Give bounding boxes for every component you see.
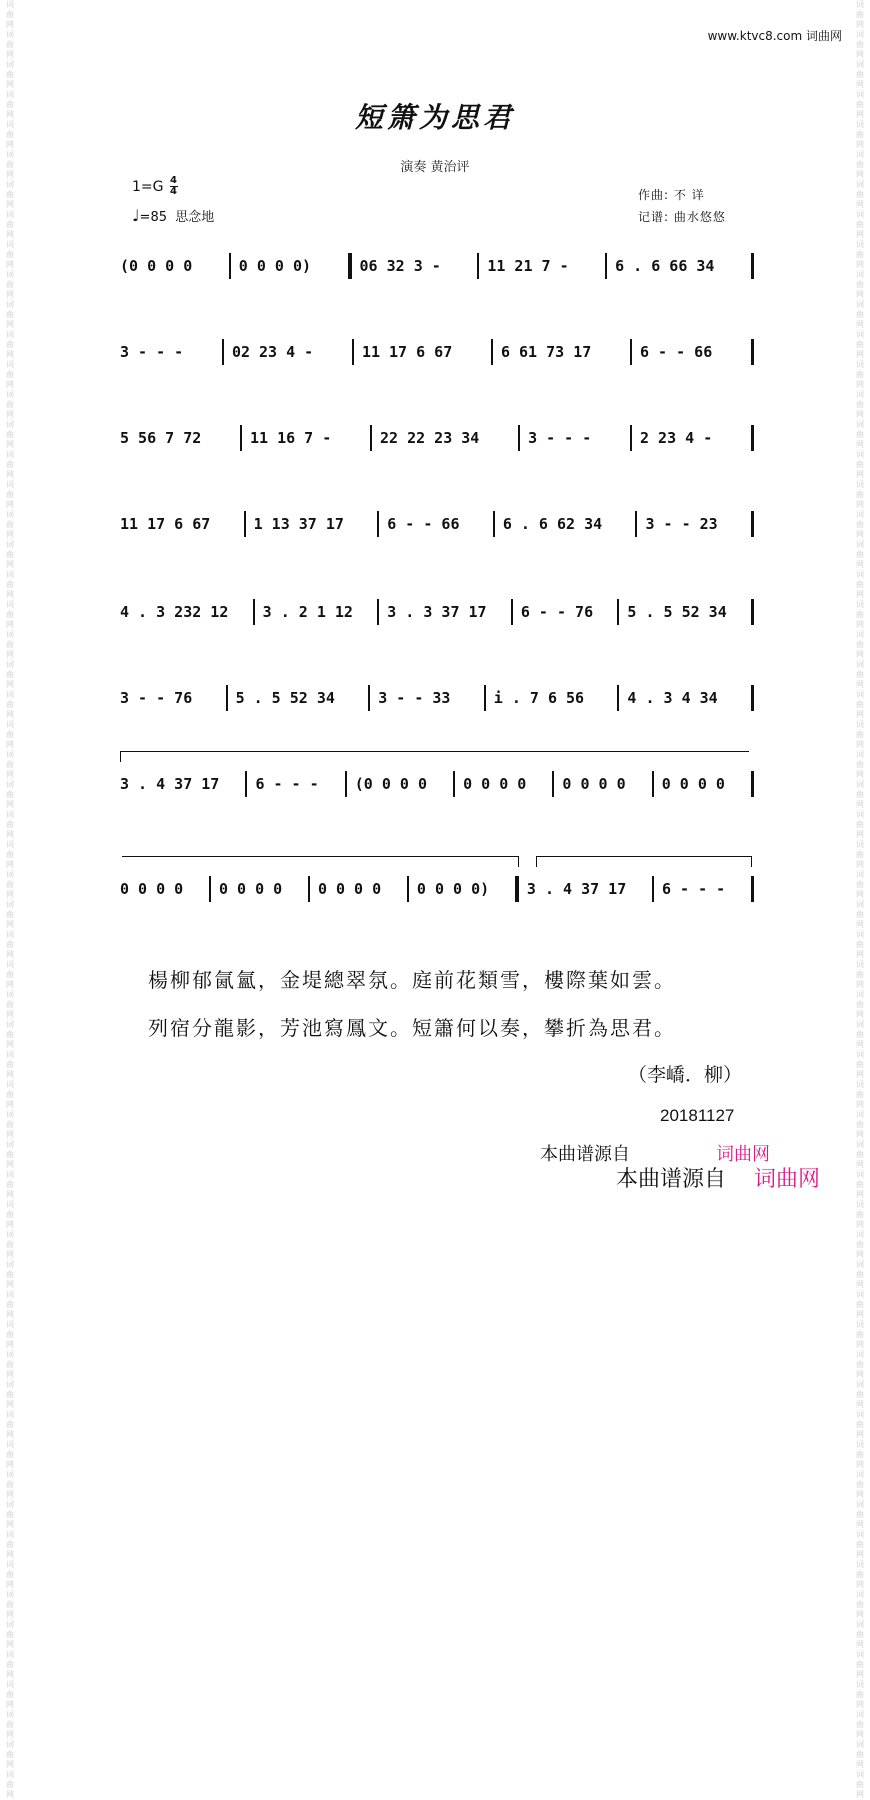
score-line (120, 594, 756, 630)
barline (407, 876, 409, 902)
score-line (120, 334, 756, 370)
barline (751, 339, 754, 365)
measure: 06 32 3 - (359, 257, 441, 275)
measure: 3 . 4 37 17 (526, 880, 627, 898)
measure: (0 0 0 0 (354, 775, 427, 793)
footer-source-text: 本曲谱源自 (616, 1167, 727, 1192)
volta-bracket-first (120, 751, 749, 762)
measure: 11 17 6 67 (361, 343, 453, 361)
footer-source-site[interactable]: 词曲网 (754, 1167, 821, 1192)
measure: 0 0 0 0 (661, 775, 725, 793)
barline (491, 339, 493, 365)
measure: 5 56 7 72 (120, 429, 202, 447)
time-signature (170, 176, 178, 197)
barline (226, 685, 228, 711)
barline (245, 771, 247, 797)
barline (453, 771, 455, 797)
key-signature (132, 176, 178, 197)
measure: 3 . 2 1 12 (262, 603, 353, 621)
barline (751, 599, 754, 625)
barline (751, 771, 754, 797)
measure: 11 16 7 - (250, 429, 332, 447)
tempo-value: =85 (139, 210, 167, 225)
poem-line-1: 楊柳郁氤氳，金堤總翠氛。庭前花類雪，樓際葉如雲。 (148, 968, 676, 992)
barline (308, 876, 310, 902)
measure: 11 21 7 - (487, 257, 569, 275)
footer-source-cut: 本曲谱源自 (540, 1144, 630, 1165)
measure: 4 . 3 4 34 (627, 689, 718, 707)
measure: 6 - - - (662, 880, 726, 898)
measure: 02 23 4 - (231, 343, 314, 361)
date: 20181127 (660, 1106, 735, 1125)
barline (617, 599, 619, 625)
barline (244, 511, 246, 537)
measure: 3 . 3 37 17 (387, 603, 487, 621)
barline (751, 685, 754, 711)
measure: 1 13 37 17 (253, 515, 344, 533)
measure: (0 0 0 0 (120, 257, 193, 275)
barline (635, 511, 637, 537)
measure: 0 0 0 0 (120, 880, 184, 898)
measure: 3 - - - (528, 429, 592, 447)
page-title: 短箫为思君 (354, 101, 515, 134)
score-line (120, 420, 756, 456)
measure: 3 - - 76 (120, 689, 193, 707)
barline (484, 685, 486, 711)
barline (377, 599, 379, 625)
barline (511, 599, 513, 625)
barline (630, 339, 632, 365)
measure: 6 - - - (255, 775, 319, 793)
measure: 6 - - 66 (640, 343, 713, 361)
barline (751, 425, 754, 451)
tempo-mark (132, 206, 214, 225)
transcriber-credit: 记谱: 曲水悠悠 (638, 210, 726, 224)
poem-author: （李嶠．柳） (628, 1064, 743, 1086)
measure: i . 7 6 56 (493, 689, 585, 707)
barline (222, 339, 224, 365)
barline (751, 253, 754, 279)
score-line (120, 871, 756, 907)
barline (477, 253, 479, 279)
barline (229, 253, 231, 279)
tempo-expression: 思念地 (175, 210, 215, 225)
measure: 0 0 0 0 (463, 775, 527, 793)
barline (377, 511, 379, 537)
performer-credit: 演奏 黄治评 (400, 160, 470, 175)
time-sig-bottom: 4 (170, 186, 177, 197)
volta-bracket-second (536, 856, 752, 867)
score-line (120, 248, 756, 284)
right-watermark-strip: 词 曲 网 词 曲 网 词 曲 网 词 曲 网 词 曲 网 词 曲 网 词 曲 网 词 曲 网 词 曲 网 词 曲 网 词 曲 网 词 曲 网 词 曲 网 词 曲 网 词 曲 网 词 曲 网 词 曲 网 词 曲 网 词 曲 网 词 曲 网 词 曲 网 词 曲 网 词 曲 网 词 曲 网 词 曲 网 词 曲 网 词 曲 网 词 曲 网 词 曲 网 词 曲 网 词 曲 网 词 曲 网 词 曲 网 词 曲 网 词 曲 网 词 曲 网 词 曲 网 词 曲 网 词 曲 网 词 曲 网 词 曲 网 词 曲 网 词 曲 网 词 曲 网 词 曲 网 词 曲 网 词 曲 网 词 曲 网 词 曲 网 词 曲 网 词 曲 网 词 曲 网 词 曲 网 词 曲 网 词 曲 网 词 曲 网 词 曲 网 词 曲 网 词 曲 网 词 曲 网 (856, 0, 864, 1799)
measure: 0 0 0 0 (317, 880, 382, 898)
barline (345, 771, 347, 797)
measure: 22 22 23 34 (380, 429, 480, 447)
barline (368, 685, 370, 711)
barline (552, 771, 554, 797)
barline (348, 253, 352, 279)
measure: 3 - - - (120, 343, 184, 361)
measure: 11 17 6 67 (120, 515, 211, 533)
measure: 2 23 4 - (640, 429, 713, 447)
barline (630, 425, 632, 451)
measure: 6 - - 66 (387, 515, 460, 533)
measure: 0 0 0 0 (562, 775, 626, 793)
barline (240, 425, 242, 451)
time-sig-top: 4 (170, 175, 177, 186)
measure: 4 . 3 232 12 (120, 603, 229, 621)
quarter-note-icon: ♩ (132, 206, 140, 225)
measure: 5 . 5 52 34 (627, 603, 727, 621)
barline (652, 771, 654, 797)
score-line (120, 680, 756, 716)
barline (209, 876, 211, 902)
site-header[interactable]: www.ktvc8.com 词曲网 (707, 29, 842, 43)
barline (518, 425, 520, 451)
poem-line-2: 列宿分龍影，芳池寫鳳文。短簫何以奏，攀折為思君。 (148, 1016, 676, 1040)
barline (751, 876, 754, 902)
barline (352, 339, 354, 365)
barline (493, 511, 495, 537)
measure: 0 0 0 0) (238, 257, 312, 275)
score-line (120, 506, 756, 542)
barline (751, 511, 754, 537)
measure: 6 . 6 66 34 (615, 257, 715, 275)
key-label: 1=G (132, 178, 164, 195)
barline (253, 599, 255, 625)
measure: 3 - - 33 (378, 689, 451, 707)
left-watermark-strip: 词 曲 网 词 曲 网 词 曲 网 词 曲 网 词 曲 网 词 曲 网 词 曲 网 词 曲 网 词 曲 网 词 曲 网 词 曲 网 词 曲 网 词 曲 网 词 曲 网 词 曲 网 词 曲 网 词 曲 网 词 曲 网 词 曲 网 词 曲 网 词 曲 网 词 曲 网 词 曲 网 词 曲 网 词 曲 网 词 曲 网 词 曲 网 词 曲 网 词 曲 网 词 曲 网 词 曲 网 词 曲 网 词 曲 网 词 曲 网 词 曲 网 词 曲 网 词 曲 网 词 曲 网 词 曲 网 词 曲 网 词 曲 网 词 曲 网 词 曲 网 词 曲 网 词 曲 网 词 曲 网 词 曲 网 词 曲 网 词 曲 网 词 曲 网 词 曲 网 词 曲 网 词 曲 网 词 曲 网 词 曲 网 词 曲 网 词 曲 网 词 曲 网 词 曲 网 词 曲 网 (6, 0, 14, 1799)
measure: 6 - - 76 (520, 603, 594, 621)
measure: 6 61 73 17 (500, 343, 592, 361)
barline (370, 425, 372, 451)
barline (617, 685, 619, 711)
score-line (120, 766, 756, 802)
footer-site-cut: 词曲网 (716, 1144, 770, 1165)
barline (605, 253, 607, 279)
measure: 5 . 5 52 34 (235, 689, 335, 707)
measure: 0 0 0 0) (416, 880, 490, 898)
barline (652, 876, 654, 902)
measure: 6 . 6 62 34 (502, 515, 603, 533)
composer-credit: 作曲: 不 详 (638, 188, 705, 202)
measure: 0 0 0 0 (218, 880, 283, 898)
measure: 3 . 4 37 17 (120, 775, 220, 793)
credits (638, 184, 726, 228)
volta-bracket-first-end (122, 856, 519, 867)
measure: 3 - - 23 (645, 515, 718, 533)
barline (515, 876, 519, 902)
